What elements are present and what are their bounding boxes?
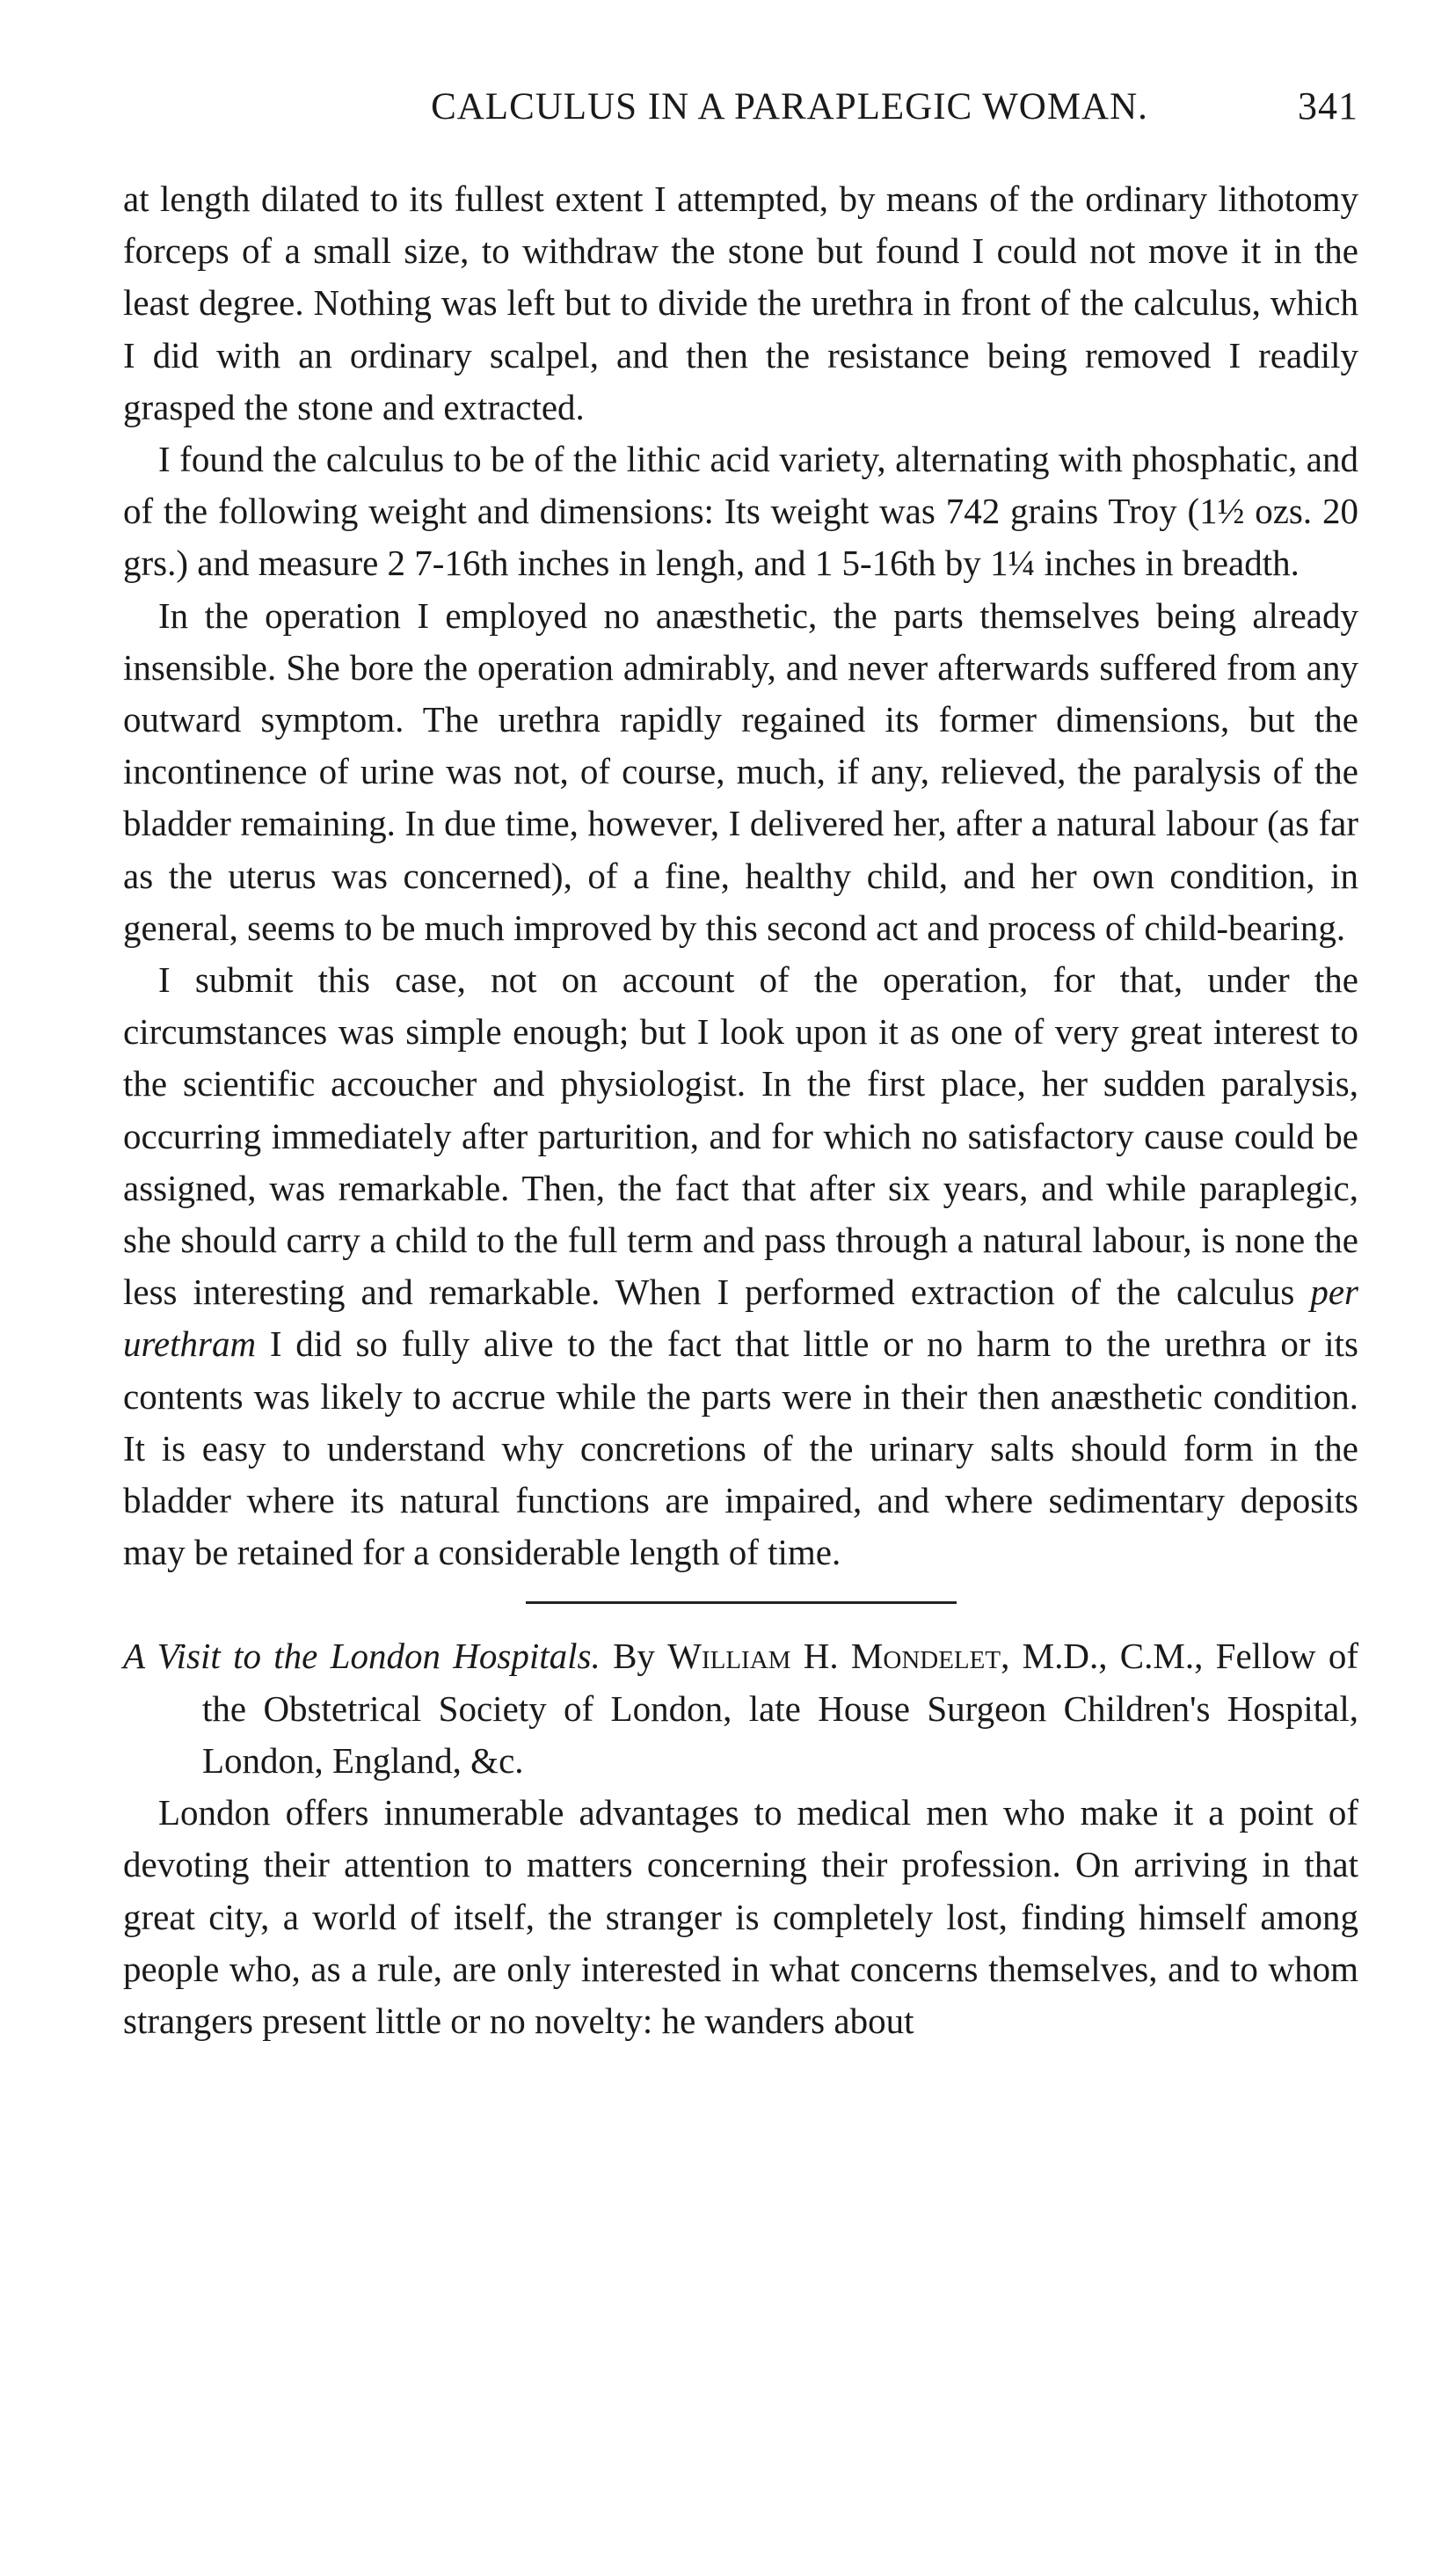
paragraph-discussion [123, 954, 1358, 1578]
discussion-text-a: I submit this case, not on account of the operation, for that, under the circumstances was simple enough; but I look upon it as one of very great interest to the scientific accoucher and physiologist. In the first place, her sudden paralysis, occurring immediately after parturition, and for which no satisfactory cause could be assigned, was remarkable. Then, the fact that after six years, and while paraplegic, she should carry a child to the full term and pass through a natural labour, is none the less interesting and remarkable. When I performed extraction of the calculus [123, 959, 1358, 1313]
paragraph-operation: In the operation I employed no anæsthetic, the parts themselves being already insensible. She bore the operation admirably, and never afterwards suffered from any outward symptom. The urethra rapidly regained its former dimensions, but the incontinence of urine was not, of course, much, if any, relieved, the paralysis of the bladder remaining. In due time, however, I delivered her, after a natural labour (as far as the uterus was concerned), of a fine, healthy child, and her own condition, in general, seems to be much improved by this second act and process of child-bearing. [123, 594, 1358, 948]
article-credentials: , M.D., C.M., Fellow of the Obstetrical Society of London, late House Surgeon Children's Hospital, London, England, &c. [202, 1636, 1359, 1781]
paragraph-continued: at length dilated to its fullest extent I attempted, by means of the ordinary lithotomy forceps of a small size, to withdraw the stone but found I could not move it in the least degree. Nothing was left but to divide the urethra in front of the calculus, which I did with an ordinary scalpel, and then the resistance being removed I readily grasped the stone and extracted. [123, 179, 1358, 427]
article-body [123, 173, 1358, 2047]
page-number: 341 [1298, 84, 1358, 128]
paragraph-calculus-description: I found the calculus to be of the lithic acid variety, alternating with phosphatic, and of the following weight and dimensions: Its weight was 742 grains Troy (1½ ozs. 20 grs.) and measure 2 7-16th inches in lengh, and 1 5-16th by 1¼ inches in breadth. [123, 439, 1358, 584]
discussion-text-b: I did so fully alive to the fact that little or no harm to the urethra or its contents was likely to accrue while the parts were in their then anæsthetic condition. It is easy to understand why concretions of the urinary salts should form in the bladder where its natural functions are impaired, and where sedimentary deposits may be retained for a considerable length of time. [123, 1323, 1358, 1573]
article-opening-paragraph: London offers innumerable advantages to medical men who make it a point of devoting their attention to matters concerning their profession. On arriving in that great city, a world of itself, the stranger is completely lost, finding himself among people who, as a rule, are only interested in what concerns themselves, and to whom strangers present little or no novelty: he wanders about [123, 1792, 1358, 2041]
article-title: A Visit to the London Hospitals. [123, 1636, 601, 1677]
article-author: William H. Mondelet [667, 1636, 1001, 1677]
section-divider [526, 1601, 957, 1604]
article-by: By [613, 1636, 655, 1677]
running-title: CALCULUS IN A PARAPLEGIC WOMAN. [431, 86, 1148, 128]
page [123, 84, 1358, 2047]
running-head [123, 84, 1358, 136]
discussion-italic: per urethram [123, 1272, 1358, 1365]
article-heading [123, 1630, 1358, 1787]
